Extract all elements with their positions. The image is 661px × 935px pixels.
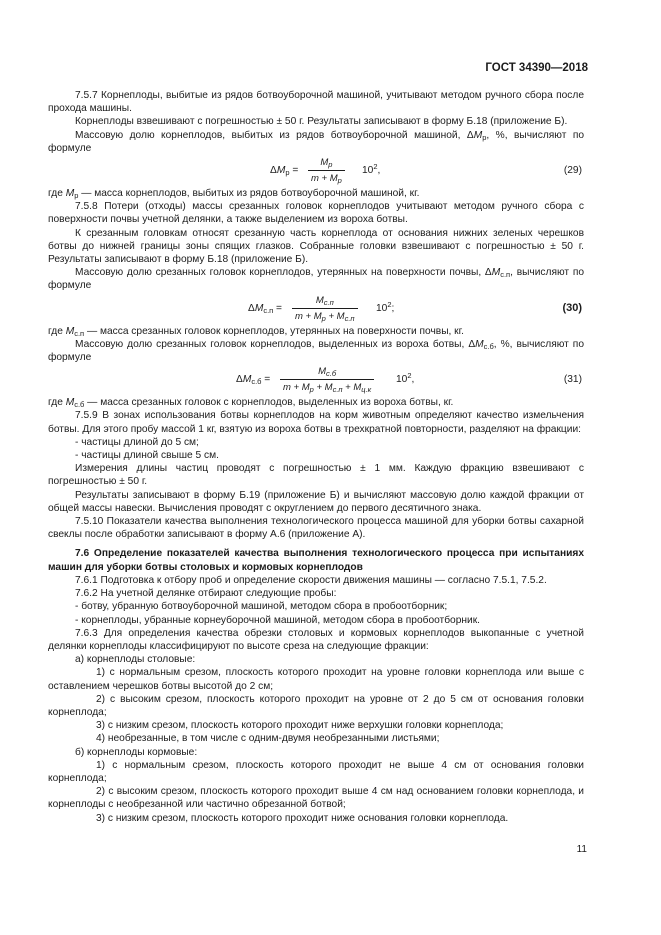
paragraph: 7.5.9 В зонах использования ботвы корнеплодов на корм животным определяют качество измельчения ботвы. Для этого пробу массой 1 кг, взятую из вороха ботвы в трехкратной повторности, разделяют на фракции: [48, 410, 584, 435]
paragraph: 7.6.2 На учетной делянке отбирают следующие пробы: [75, 588, 337, 600]
paragraph: Измерения длины частиц проводят с погрешностью ± 1 мм. Каждую фракцию взвешивают с погрешностью ± 50 г. [48, 463, 584, 488]
list-item: - частицы длиной до 5 см; [75, 436, 199, 448]
list-item: а) корнеплоды столовые: [75, 654, 196, 666]
list-item: 4) необрезанные, в том числе с одним-двумя необрезанными листьями; [96, 733, 440, 745]
paragraph: Массовую долю корнеплодов, выбитых из рядов ботвоуборочной машиной, $\Delta M_р$, %, вычисляют по формуле [48, 129, 584, 154]
list-item: - частицы длиной свыше 5 см. [75, 450, 219, 462]
paragraph: где $M_р$ — масса корнеплодов, выбитых из рядов ботвоуборочной машиной, кг. [48, 188, 420, 201]
page-number: 11 [576, 844, 587, 855]
list-item: б) корнеплоды кормовые: [75, 746, 198, 758]
paragraph: где $M_{с.б}$ — масса срезанных головок с корнеплодов, выделенных из вороха ботвы, кг. [48, 397, 454, 410]
paragraph: где $M_{с.п}$ — масса срезанных головок корнеплодов, утерянных на поверхности почвы, кг. [48, 325, 464, 338]
paragraph: 7.5.10 Показатели качества выполнения технологического процесса машиной для уборки ботвы сахарной свеклы после обработки записывают в форму А.6 (приложение А). [48, 516, 584, 541]
list-item: 3) с низким срезом, плоскость которого проходит ниже основания головки корнеплода. [96, 812, 509, 824]
list-item: - корнеплоды, убранные корнеуборочной машиной, методом сбора в пробоотборник. [75, 614, 480, 626]
paragraph: Корнеплоды взвешивают с погрешностью ± 50 г. Результаты записывают в форму Б.18 (приложение Б). [75, 116, 568, 128]
paragraph: 7.5.8 Потери (отходы) массы срезанных головок корнеплодов учитывают методом ручного сбора с поверхности почвы учетной делянки, а также выделением из вороха ботвы. [48, 201, 584, 226]
list-item: 2) с высоким срезом, плоскость которого проходит на уровне от 2 до 5 см от основания головки корнеплода; [48, 693, 584, 718]
section-title: 7.6 Определение показателей качества выполнения технологического процесса при испытаниях машин для уборки ботвы столовых и кормовых корнеплодов [48, 548, 584, 573]
formula-29: $\Delta M_р$ = $M_р$ $m + M_р$ $10^2$, (29) [270, 157, 582, 186]
list-item: 2) с высоким срезом, плоскость которого проходит выше 4 см над основанием головки корнеплода, и корнеплоды с необрезанной или частично обрезанной ботвой; [48, 786, 584, 811]
list-item: - ботву, убранную ботвоуборочной машиной, методом сбора в пробоотборник; [75, 601, 448, 613]
paragraph: 7.6.1 Подготовка к отбору проб и определение скорости движения машины — согласно 7.5.1, 7.5.2. [75, 574, 547, 586]
paragraph: 7.6.3 Для определения качества обрезки столовых и кормовых корнеплодов выкопанные с учетной делянки корнеплоды классифицируют по высоте среза на следующие фракции: [48, 627, 584, 652]
formula-30: $\Delta M_{с.п}$ = $M_{с.п}$ $m + M_р + M_{с.п}$ $10^2$; (30) [248, 294, 582, 323]
document-body [48, 89, 584, 825]
list-item: 3) с низким срезом, плоскость которого проходит ниже верхушки головки корнеплода; [96, 720, 504, 732]
paragraph: Результаты записывают в форму Б.19 (приложение Б) и вычисляют массовую долю каждой фракции от общей массы навески. Вычисления проводят с округлением до первого десятичного знака. [48, 489, 584, 514]
document-header: ГОСТ 34390—2018 [485, 62, 588, 74]
list-item: 1) с нормальным срезом, плоскость которого проходит не выше 4 см от основания головки корнеплода; [48, 759, 584, 784]
paragraph: К срезанным головкам относят срезанную часть корнеплода от основания нижних зеленых черешков ботвы до нижней границы зоны спящих глазков. Собранные головки взвешивают с погрешностью ± 50 г. Результаты записывают в форму Б.18 (приложение Б). [48, 227, 584, 266]
paragraph: 7.5.7 Корнеплоды, выбитые из рядов ботвоуборочной машиной, учитывают методом ручного сбора после прохода машины. [48, 90, 584, 115]
list-item: 1) с нормальным срезом, плоскость которого проходит на уровне головки корнеплода или выше с оставлением черешков ботвы высотой до 2 см; [48, 667, 584, 692]
formula-31: $\Delta M_{с.б}$ = $M_{с.б}$ $m + M_р + M_{с.п} + M_{ц.к}$ $10^2$, (31) [236, 366, 582, 395]
paragraph: Массовую долю срезанных головок корнеплодов, утерянных на поверхности почвы, $\Delta M_{с.п}$, вычисляют по формуле [48, 267, 585, 292]
paragraph: Массовую долю срезанных головок корнеплодов, выделенных из вороха ботвы, $\Delta M_{с.б}$, %, вычисляют по формуле [48, 338, 584, 364]
